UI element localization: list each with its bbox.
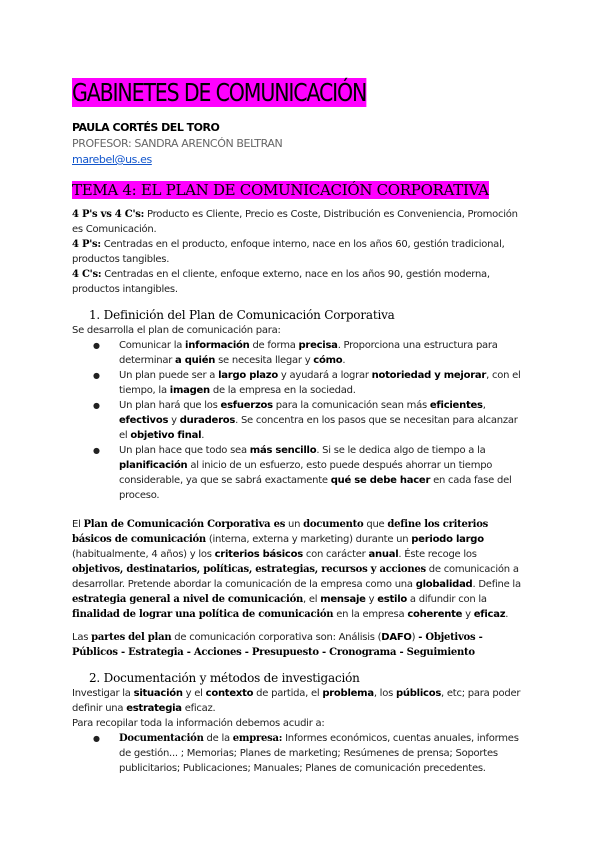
plan-definition-paragraph: El Plan de Comunicación Corporativa es un documento que define los criterios básicos de comunicación (interna, externa y marketing) durante un periodo largo (habitualmente, 4 años) y los criterios básicos con carácter anual. Éste recoge los objetivos, destinatarios, políticas, estrategias, recursos y acciones de comunicación a desarrollar. Pretende abordar la comunicación de la empresa como una globalidad. Define la estrategia general a nivel de comunicación, el mensaje y estilo a difundir con la finalidad de lograr una política de comunicación en la empresa coherente y eficaz. (72, 519, 521, 620)
document-title: GABINETES DE COMUNICACIÓN (72, 78, 367, 107)
author-name: PAULA CORTÉS DEL TORO (72, 121, 220, 134)
section-1-bullet-list (72, 338, 528, 503)
section-2-paragraph: Investigar la situación y el contexto de partida, el problema, los públicos, etc; para poder definir una estrategia eficaz. (72, 688, 521, 714)
tema-heading: TEMA 4: EL PLAN DE COMUNICACIÓN CORPORATIVA (72, 181, 489, 199)
professor-name: PROFESOR: SANDRA ARENCÓN BELTRAN (72, 137, 283, 150)
section-2-bullet-list (72, 731, 528, 776)
email-link[interactable]: marebel@us.es (72, 153, 152, 166)
list-item: ● Documentación de la empresa: Informes económicos, cuentas anuales, informes de gestión... ; Memorias; Planes de marketing; Resúmenes de prensa; Soportes publicitarios; Publicaciones; Manuales; Planes de comunicación precedentes. (119, 731, 528, 776)
section-1-lead: Se desarrolla el plan de comunicación para: (72, 325, 281, 336)
list-item: ● Comunicar la información de forma precisa. Proporciona una estructura para determinar a quién se necesita llegar y cómo. (119, 338, 528, 368)
plan-parts-paragraph: Las partes del plan de comunicación corporativa son: Análisis (DAFO) - Objetivos - Públicos - Estrategia - Acciones - Presupuesto - Cronograma - Seguimiento (72, 632, 483, 658)
section-2-lead: Para recopilar toda la información debemos acudir a: (72, 718, 325, 729)
section-1-heading: 1. Definición del Plan de Comunicación Corporativa (89, 308, 395, 322)
intro-line: 4 P's: Centradas en el producto, enfoque interno, nace en los años 60, gestión tradicional, productos tangibles. (72, 239, 505, 265)
intro-line: 4 C's: Centradas en el cliente, enfoque externo, nace en los años 90, gestión moderna, productos intangibles. (72, 269, 490, 295)
intro-line: 4 P's vs 4 C's: Producto es Cliente, Precio es Coste, Distribución es Conveniencia, Promoción es Comunicación. (72, 209, 518, 235)
list-item: ● Un plan hace que todo sea más sencillo. Si se le dedica algo de tiempo a la planificación al inicio de un esfuerzo, esto puede después ahorrar un tiempo considerable, ya que se sabrá exactamente qué se debe hacer en cada fase del proceso. (119, 443, 528, 503)
section-2-heading: 2. Documentación y métodos de investigación (89, 671, 360, 685)
list-item: ● Un plan puede ser a largo plazo y ayudará a lograr notoriedad y mejorar, con el tiempo, la imagen de la empresa en la sociedad. (119, 368, 528, 398)
list-item: ● Un plan hará que los esfuerzos para la comunicación sean más eficientes, efectivos y duraderos. Se concentra en los pasos que se necesitan para alcanzar el objetivo final. (119, 398, 528, 443)
document-body (72, 207, 528, 776)
